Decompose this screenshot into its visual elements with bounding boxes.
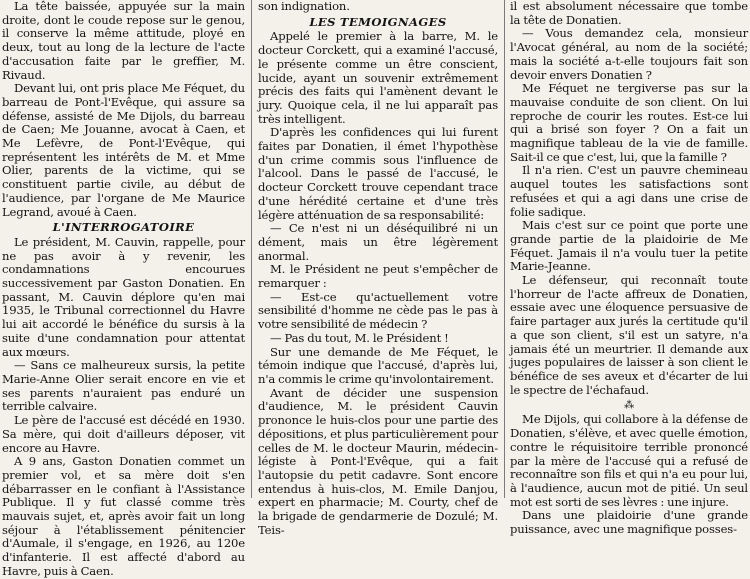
paragraph: — Est-ce qu'actuellement votre sensibilité d'homme ne cède pas le pas à votre sensibilité de médecin ? bbox=[258, 289, 498, 332]
paragraph: La tête baissée, appuyée sur la main droite, dont le coude repose sur le genou, il conserve la même attitude, ployé en deux, tout au long de la lecture de l'acte d'accusation faite par le greffier, M. Rivaud. bbox=[2, 0, 245, 82]
column-divider bbox=[504, 0, 505, 498]
paragraph: Le président, M. Cauvin, rappelle, pour ne pas avoir à y revenir, les condamnations encourues successivement par Gaston Donatien. En passant, M. Cauvin déplore qu'en mai 1935, le Tribunal correctionnel du Havre lui ait accordé le bénéfice du sursis à la suite d'une condamnation pour attentat aux mœurs. bbox=[2, 234, 245, 359]
paragraph: A 9 ans, Gaston Donatien commet un premier vol, et sa mère doit s'en débarrasser en le confiant à l'Assistance Publique. Il y fut classé comme très mauvais sujet, et, après avoir fait un long séjour à l'établissement pénitencier d'Aumale, il s'engage, en 1926, au 120e d'infanterie. Il est affecté d'abord au Havre, puis à Caen. bbox=[2, 454, 245, 578]
paragraph: — Sans ce malheureux sursis, la petite Marie-Anne Olier serait encore en vie et ses parents n'auraient pas enduré un terrible calvaire. bbox=[2, 358, 245, 414]
paragraph: M. le Président ne peut s'empêcher de remarquer : bbox=[258, 262, 498, 291]
section-heading-temoignages: LES TEMOIGNAGES bbox=[309, 14, 447, 29]
section-separator-asterism: ⁂ bbox=[624, 400, 634, 412]
paragraph: Le père de l'accusé est décédé en 1930. Sa mère, qui doit d'ailleurs déposer, vit encore au Havre. bbox=[2, 413, 245, 455]
paragraph: D'après les confidences qui lui furent faites par Donatien, il émet l'hypothèse d'un crime commis sous l'influence de l'alcool. Dans le passé de l'accusé, le docteur Corckett trouve cependant trace d'une hérédité certaine et d'une très légère atténuation de sa responsabilité: bbox=[258, 125, 498, 222]
paragraph: il est absolument nécessaire que tombe la tête de Donatien. bbox=[510, 0, 748, 27]
section-heading-interrogatoire: L'INTERROGATOIRE bbox=[52, 220, 195, 235]
paragraph: Avant de décider une suspension d'audience, M. le président Cauvin prononce le huis-clos pour une partie des dépositions, et plus particulièrement pour celles de M. le docteur Maurin, médecin-légiste à Pont-l'Evêque, qui a fait l'autopsie du petit cadavre. Sont encore entendus à huis-clos, M. Emile Danjou, expert en pharmacie; M. Courty, chef de la brigade de gendarmerie de Dozulé; M. Teis- bbox=[258, 385, 498, 537]
paragraph: Me Féquet ne tergiverse pas sur la mauvaise conduite de son client. On lui reproche de courir les routes. Est-ce lui qui a brisé son foyer ? On a fait un magnifique tableau de la vie de famille. Sait-il ce que c'est, lui, que la famille ? bbox=[510, 81, 748, 164]
paragraph: Me Dijols, qui collabore à la défense de Donatien, s'élève, et avec quelle émotion, contre le réquisitoire terrible prononcé par la mère de l'accusé qui a refusé de reconnaître son fils et qui n'a eu pour lui, à l'audience, aucun mot de pitié. Un seul mot est sorti de ses lèvres : une injure. bbox=[510, 412, 748, 509]
paragraph: Sur une demande de Me Féquet, le témoin indique que l'accusé, d'après lui, n'a commis le crime qu'involontairement. bbox=[258, 344, 498, 386]
paragraph: son indignation. bbox=[258, 0, 350, 13]
column-3 bbox=[510, 0, 748, 537]
paragraph: Mais c'est sur ce point que porte une grande partie de la plaidoirie de Me Féquet. Jamais il n'a voulu tuer la petite Marie-Jeanne. bbox=[510, 218, 748, 274]
column-divider bbox=[251, 0, 252, 498]
paragraph: — Vous demandez cela, monsieur l'Avocat général, au nom de la société; mais la société a-t-elle toujours fait son devoir envers Donatien ? bbox=[510, 26, 748, 82]
column-2 bbox=[258, 0, 498, 537]
paragraph: Dans une plaidoirie d'une grande puissance, avec une magnifique posses- bbox=[510, 508, 748, 537]
paragraph: — Pas du tout, M. le Président ! bbox=[270, 330, 449, 345]
paragraph: Appelé le premier à la barre, M. le docteur Corckett, qui a examiné l'accusé, le présente comme un être conscient, lucide, ayant un souvenir extrêmement précis des faits qui l'amènent devant le jury. Quoique cela, il ne lui apparaît pas très intelligent. bbox=[258, 29, 498, 126]
paragraph: Le défenseur, qui reconnaît toute l'horreur de l'acte affreux de Donatien, essaie avec une éloquence persuasive de faire partager aux jurés la certitude qu'il a que son client, s'il est un satyre, n'a jamais été un meurtrier. Il demande aux juges populaires de laisser à son client le bénéfice de ses aveux et d'écarter de lui le spectre de l'échafaud. bbox=[510, 273, 748, 397]
paragraph: Devant lui, ont pris place Me Féquet, du barreau de Pont-l'Evêque, qui assure sa défense, assisté de Me Dijols, du barreau de Caen; Me Jouanne, avocat à Caen, et Me Lefèvre, de Pont-l'Evêque, qui représentent les intérêts de M. et Mme Olier, parents de la victime, qui se constituent partie civile, au début de l'audience, par l'organe de Me Maurice Legrand, avoué à Caen. bbox=[2, 81, 245, 219]
paragraph: Il n'a rien. C'est un pauvre chemineau auquel toutes les satisfactions sont refusées et qui a agi dans une crise de folie sadique. bbox=[510, 163, 748, 219]
column-1 bbox=[2, 0, 245, 578]
paragraph: — Ce n'est ni un déséquilibré ni un dément, mais un être légèrement anormal. bbox=[258, 221, 498, 263]
